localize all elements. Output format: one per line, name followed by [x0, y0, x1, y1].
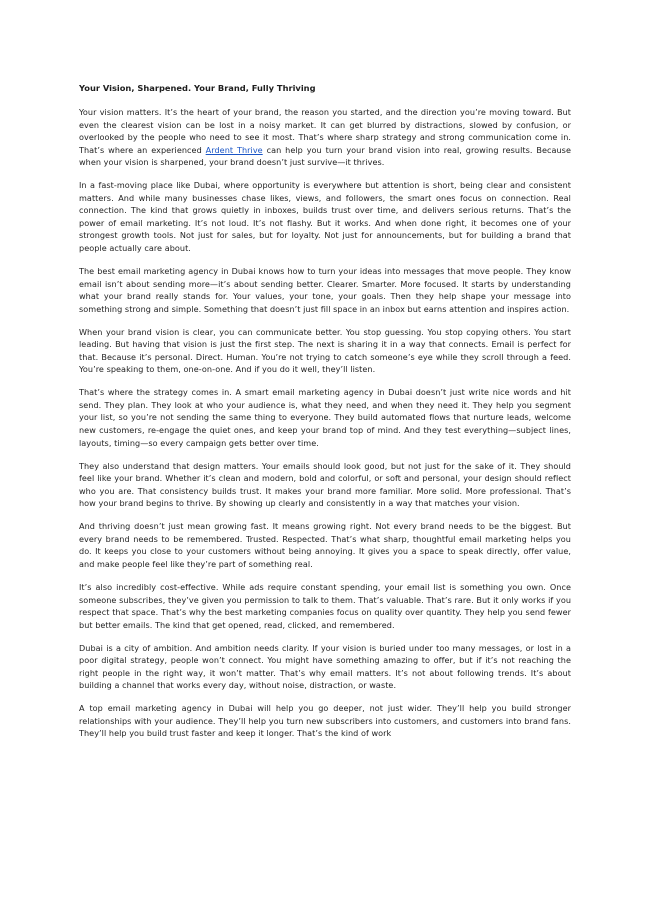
- paragraph-1: [79, 106, 571, 169]
- paragraph-1-text-after: can help you turn your brand vision into real, growing results. Because when your vision is sharpened, your brand doesn’t just survive—it thrives.: [79, 144, 571, 168]
- paragraph-5: That’s where the strategy comes in. A smart email marketing agency in Dubai doesn’t just write nice words and hit send. They plan. They look at who your audience is, what they need, and when they need it. They help you segment your list, so you’re not sending the same thing to everyone. They build automated flows that nurture leads, welcome new customers, re-engage the quiet ones, and keep your brand top of mind. And they test everything—subject lines, layouts, timing—so every campaign gets better over time.: [79, 387, 571, 448]
- paragraph-4: When your brand vision is clear, you can communicate better. You stop guessing. You stop copying others. You start leading. But having that vision is just the first step. The next is sharing it in a way that connects. Email is perfect for that. Because it’s personal. Direct. Human. You’re not trying to catch someone’s eye while they scroll through a feed. You’re speaking to them, one-on-one. And if you do it well, they’ll listen.: [79, 326, 571, 375]
- document-page: [79, 82, 571, 751]
- paragraph-1-text-before: Your vision matters. It’s the heart of your brand, the reason you started, and the direction you’re moving toward. But even the clearest vision can be lost in a noisy market. It can get blurred by distractions, slowed by confusion, or overlooked by the people who need to see it most. That’s where sharp strategy and strong communication come in. That’s where an experienced: [79, 107, 571, 155]
- paragraph-8: It’s also incredibly cost-effective. While ads require constant spending, your email list is something you own. Once someone subscribes, they’ve given you permission to talk to them. That’s valuable. That’s rare. But it only works if you respect that space. That’s why the best marketing companies focus on quality over quantity. They help you send fewer but better emails. The kind that get opened, read, clicked, and remembered.: [79, 582, 571, 630]
- document-title: Your Vision, Sharpened. Your Brand, Fully Thriving: [79, 83, 316, 93]
- ardent-thrive-link[interactable]: Ardent Thrive: [205, 144, 263, 155]
- paragraph-10: A top email marketing agency in Dubai will help you go deeper, not just wider. They’ll help you build stronger relationships with your audience. They’ll help you turn new subscribers into customers, and customers into brand fans. They’ll help you build trust faster and keep it longer. That’s the kind of work: [79, 703, 571, 739]
- paragraph-7: And thriving doesn’t just mean growing fast. It means growing right. Not every brand needs to be the biggest. But every brand needs to be remembered. Trusted. Respected. That’s what sharp, thoughtful email marketing helps you do. It keeps you close to your customers without being annoying. It gives you a space to speak directly, offer value, and make people feel like they’re part of something real.: [79, 521, 571, 569]
- paragraph-9: Dubai is a city of ambition. And ambition needs clarity. If your vision is buried under too many messages, or lost in a poor digital strategy, people won’t connect. You might have something amazing to offer, but if it’s not reaching the right people in the right way, it won’t matter. That’s why email matters. It’s not about following trends. It’s about building a channel that works every day, without noise, distraction, or waste.: [79, 642, 571, 691]
- paragraph-3: The best email marketing agency in Dubai knows how to turn your ideas into messages that move people. They know email isn’t about sending more—it’s about sending better. Clearer. Smarter. More focused. It starts by understanding what your brand really stands for. Your values, your tone, your goals. Then they help shape your message into something strong and simple. Something that doesn’t just fill space in an inbox but earns attention and inspires action.: [79, 266, 571, 314]
- paragraph-2: In a fast-moving place like Dubai, where opportunity is everywhere but attention is short, being clear and consistent matters. And while many businesses chase likes, views, and followers, the smart ones focus on connection. Real connection. The kind that grows quietly in inboxes, builds trust over time, and delivers serious returns. That’s the power of email marketing. It’s not loud. It’s not flashy. But it works. And when done right, it becomes one of your strongest growth tools. Not just for sales, but for loyalty. Not just for announcements, but for building a brand that people actually care about.: [79, 180, 571, 253]
- paragraph-6: They also understand that design matters. Your emails should look good, but not just for the sake of it. They should feel like your brand. Whether it’s clean and modern, bold and colorful, or soft and personal, your design should reflect who you are. That consistency builds trust. It makes your brand more familiar. More solid. More professional. That’s how your brand begins to thrive. By showing up clearly and consistently in a way that matches your vision.: [79, 460, 571, 509]
